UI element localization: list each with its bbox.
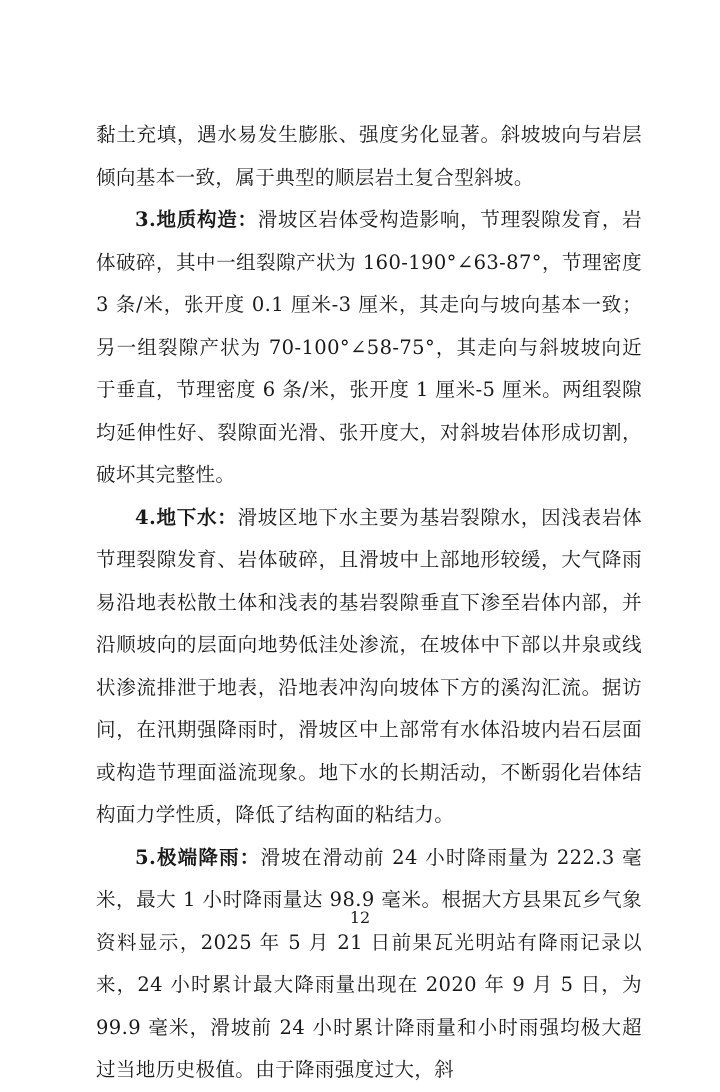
paragraph-continuation (96, 114, 642, 199)
paragraph-text: 滑坡区地下水主要为基岩裂隙水，因浅表岩体节理裂隙发育、岩体破碎，且滑坡中上部地形较缓，大气降雨易沿地表松散土体和浅表的基岩裂隙垂直下渗至岩体内部，并沿顺坡向的层面向地势低洼处渗流，在坡体中下部以井泉或线状渗流排泄于地表，沿地表冲沟向坡体下方的溪沟汇流。据访问，在汛期强降雨时，滑坡区中上部常有水体沿坡内岩石层面或构造节理面溢流现象。地下水的长期活动，不断弱化岩体结构面力学性质，降低了结构面的粘结力。 (96, 505, 642, 826)
paragraph-heading: 4.地下水： (135, 505, 238, 529)
paragraph-text: 滑坡区岩体受构造影响，节理裂隙发育，岩体破碎，其中一组裂隙产状为 160-190°∠63-87°，节理密度 3 条/米，张开度 0.1 厘米-3 厘米，其走向与坡向基本一致；另一组裂隙产状为 70-100°∠58-75°，其走向与斜坡坡向近于垂直，节理密度 6 条/米，张开度 1 厘米-5 厘米。两组裂隙均延伸性好、裂隙面光滑、张开度大，对斜坡岩体形成切割，破坏其完整性。 (96, 208, 642, 486)
paragraph-groundwater (96, 497, 642, 837)
paragraph-text: 滑坡在滑动前 24 小时降雨量为 222.3 毫米，最大 1 小时降雨量达 98.9 毫米。根据大方县果瓦乡气象资料显示，2025 年 5 月 21 日前果瓦光明站有降雨记录以来，24 小时累计最大降雨量出现在 2020 年 9 月 5 日，为 99.9 毫米，滑坡前 24 小时累计降雨量和小时雨强均极大超过当地历史极值。由于降雨强度过大，斜 (96, 845, 642, 1081)
page-number: 12 (349, 908, 371, 927)
paragraph-extreme-rainfall (96, 837, 642, 1092)
paragraph-heading: 3.地质构造： (135, 208, 258, 231)
body-text (96, 114, 642, 1092)
paragraph-text: 黏土充填，遇水易发生膨胀、强度劣化显著。斜坡坡向与岩层倾向基本一致，属于典型的顺层岩土复合型斜坡。 (96, 123, 642, 189)
paragraph-geologic-structure (96, 199, 642, 497)
paragraph-heading: 5.极端降雨： (135, 845, 261, 869)
